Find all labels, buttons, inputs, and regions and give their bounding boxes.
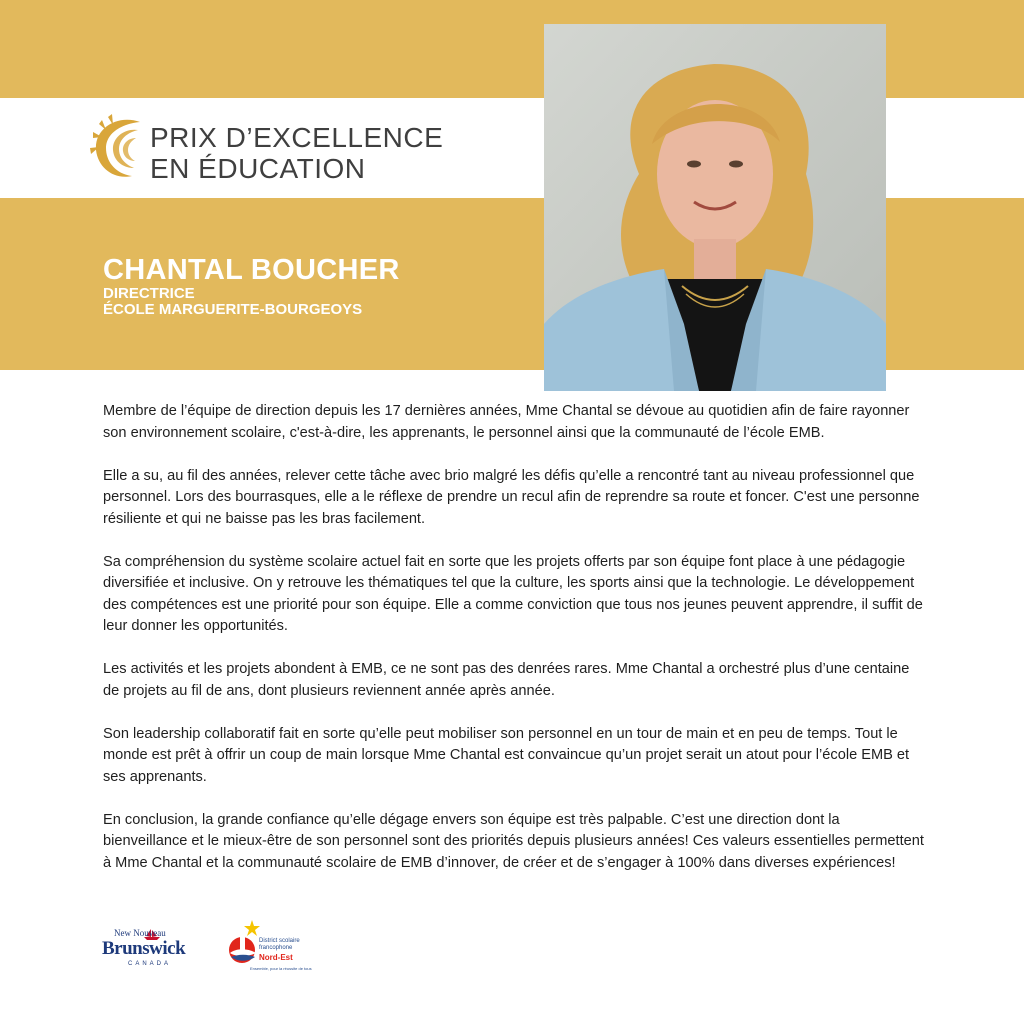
bio-paragraph: Elle a su, au fil des années, relever cette tâche avec brio malgré les défis qu’elle a rencontré tant au niveau professionnel que personnel. Lors des bourrasques, elle a le réflexe de prendre un recul afin de reprendre sa route et foncer. C'est une personne résiliente et qui ne baisse pas les bras facilement.	[103, 467, 920, 527]
bio-paragraph: Membre de l’équipe de direction depuis les 17 dernières années, Mme Chantal se dévoue au quotidien afin de faire rayonner son environnement scolaire, c'est-à-dire, les apprenants, le personnel ainsi que la communauté de l’école EMB.	[103, 403, 910, 441]
recipient-role: DIRECTRICE	[103, 285, 195, 302]
district-nord-est-logo	[226, 920, 336, 980]
nb-logo-sub: CANADA	[128, 961, 172, 967]
new-brunswick-logo	[100, 928, 190, 980]
portrait-image	[544, 24, 886, 391]
recipient-name: CHANTAL BOUCHER	[103, 254, 400, 286]
footer-logos	[100, 920, 320, 980]
award-title	[150, 122, 443, 184]
award-title-line1: PRIX D’EXCELLENCE	[150, 122, 444, 153]
lighthouse-star-icon	[226, 920, 260, 966]
nb-logo-top: New Nouveau	[114, 928, 166, 938]
bio-paragraph: Son leadership collaboratif fait en sorte qu’elle peut mobiliser son personnel en un tour de main et en peu de temps. Tout le monde est prêt à offrir un coup de main lorsque Mme Chantal est convaincue qu’un projet serait un atout pour l’école EMB et ses apprenants.	[103, 725, 910, 785]
biography	[103, 401, 928, 896]
district-tagline: Ensemble, pour la réussite de tous	[250, 966, 312, 971]
bio-paragraph: Les activités et les projets abondent à EMB, ce ne sont pas des denrées rares. Mme Chantal a orchestré plus d’une centaine de projets au fil de ans, dont plusieurs reviennent année après année.	[103, 661, 910, 699]
recipient-school: ÉCOLE MARGUERITE-BOURGEOYS	[103, 301, 363, 318]
district-nord-est: Nord-Est	[259, 953, 293, 962]
recipient-photo	[544, 24, 886, 391]
award-logo	[88, 110, 448, 190]
sunburst-logo-icon	[88, 110, 148, 182]
district-name: District scolaire francophone	[259, 938, 300, 951]
bio-paragraph: En conclusion, la grande confiance qu’elle dégage envers son équipe est très palpable. C’est une direction dont la bienveillance et le mieux-être de son personnel sont des priorités depuis plusieurs années! Ces valeurs essentielles permettent à Mme Chantal et la communauté scolaire de EMB d’innover, de créer et de s’engager à 100% dans diverses expériences!	[103, 811, 924, 871]
nb-logo-main: Brunswick	[102, 938, 186, 959]
recipient-block	[103, 254, 400, 318]
award-title-line2: EN ÉDUCATION	[150, 153, 366, 184]
bio-paragraph: Sa compréhension du système scolaire actuel fait en sorte que les projets offerts par son équipe font place à une pédagogie diversifiée et inclusive. On y retrouve les thématiques tel que la culture, les sports ainsi que la technologie. Le développement des compétences est une priorité pour son équipe. Elle a comme conviction que tous nos jeunes peuvent apprendre, il suffit de leur donner les opportunités.	[103, 553, 923, 634]
